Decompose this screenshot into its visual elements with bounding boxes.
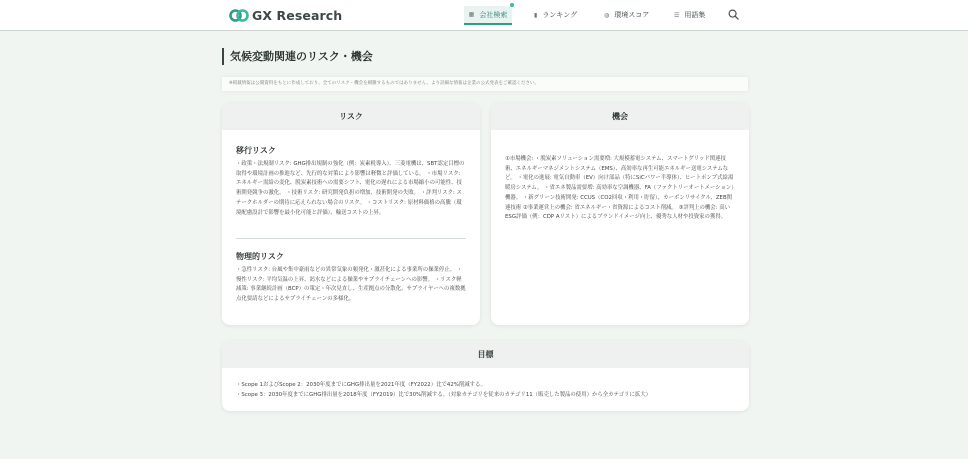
risk-card-header: リスク [222, 103, 480, 130]
opportunity-card [491, 103, 749, 325]
chart-icon: ▮ [534, 11, 538, 19]
disclaimer-note: ※掲載情報は公開資料をもとに作成しており、全てのリスク・機会を網羅するものではありません。より詳細な情報は企業の公式発表をご確認ください。 [222, 77, 748, 91]
top-navigation-bar [0, 0, 968, 31]
nav-label: ランキング [542, 11, 578, 19]
goals-card [222, 341, 749, 411]
transition-risk-text: ・政策・法規制リスク: GHG排出規制の強化（例：炭素税導入）。三菱電機は、SBT認定目標の取得や環境計画の推進など、先行的な対策により影響は軽微と評価している。 ・市場リスク: エネルギー需給の変化、脱炭素技術への需要シフト、電化の遅れによる市場縮小の可能性、技術開発競争の激化。 ・技術リスク: 研究開発負担の増加、技術開発の失敗。 ・評判リスク: ステークホルダーの期待に応えられない場合のリスク。 ・コストリスク: 原材料価格の高騰（環境配慮設計で影響を最小化可能と評価）、輸送コストの上昇。 [236, 161, 465, 216]
globe-icon: ◍ [604, 11, 610, 19]
nav-label: 用語集 [684, 11, 706, 19]
brand-name: GX Research [252, 7, 343, 23]
gx-logo-icon [229, 9, 249, 22]
opportunity-text: ①市場機会: ・脱炭素ソリューション需要増: 大規模蓄電システム、スマートグリッド関連技術、エネルギーマネジメントシステム（EMS）、高効率な再生可能エネルギー送電システムなど。 ・電化の進展: 電気自動車（EV）向け部品（特にSiCパワー半導体）、ヒートポンプ式給湯暖房システム。 ・省エネ製品需要増: 高効率な空調機器、FA（ファクトリーオートメーション）機器。 ・新グリーン技術開発: CCUS（CO2回収・利用・貯留）、カーボンリサイクル、ZEB関連技術 ②事業運営上の機会: 省エネルギー・省資源によるコスト削減。 ③評判上の機会: 高いESG評価（例：CDP Aリスト）によるブランドイメージ向上、優秀な人材や投資家の獲得。 [505, 156, 734, 221]
nav-label: 環境スコア [614, 11, 650, 19]
opportunity-card-header: 機会 [491, 103, 749, 130]
nav-ranking[interactable] [534, 6, 577, 24]
nav-label: 会社検索 [479, 10, 508, 19]
transition-risk-title: 移行リスク [236, 146, 276, 155]
notification-dot [510, 3, 514, 7]
physical-risk-text: ・急性リスク: 台風や集中豪雨などの異常気象の頻発化・激甚化による事業所の操業停止。 ・慢性リスク: 平均気温の上昇、渇水などによる操業やサプライチェーンへの影響。 ・リスク軽減策: 事業継続計画（BCP）の策定・年次見直し、生産拠点の分散化、サプライヤーへの複数拠点化要請などによるサプライチェーンの多様化。 [236, 267, 466, 303]
list-icon: ☰ [674, 11, 680, 19]
nav-environment-score[interactable] [604, 6, 649, 24]
brand-logo[interactable] [229, 7, 342, 23]
nav-glossary[interactable] [674, 6, 705, 24]
section-divider [236, 238, 466, 239]
physical-risk-title: 物理的リスク [236, 252, 284, 261]
goal-item: ・Scope 3：2030年度までにGHG排出量を2018年度（FY2019）比で30%削減する。（対象カテゴリを従来のカテゴリ11（販売した製品の使用）から全カテゴリに拡大） [236, 392, 652, 398]
risk-card [222, 103, 480, 325]
grid-icon: ▦ [468, 11, 475, 18]
goals-card-header: 目標 [222, 341, 749, 368]
nav-company-search[interactable] [464, 6, 512, 25]
goal-item: ・Scope 1およびScope 2：2030年度までにGHG排出量を2021年度（FY2022）比で42%削減する。 [236, 382, 486, 388]
search-icon[interactable] [728, 9, 739, 20]
page-title: 気候変動関連のリスク・機会 [222, 48, 373, 65]
